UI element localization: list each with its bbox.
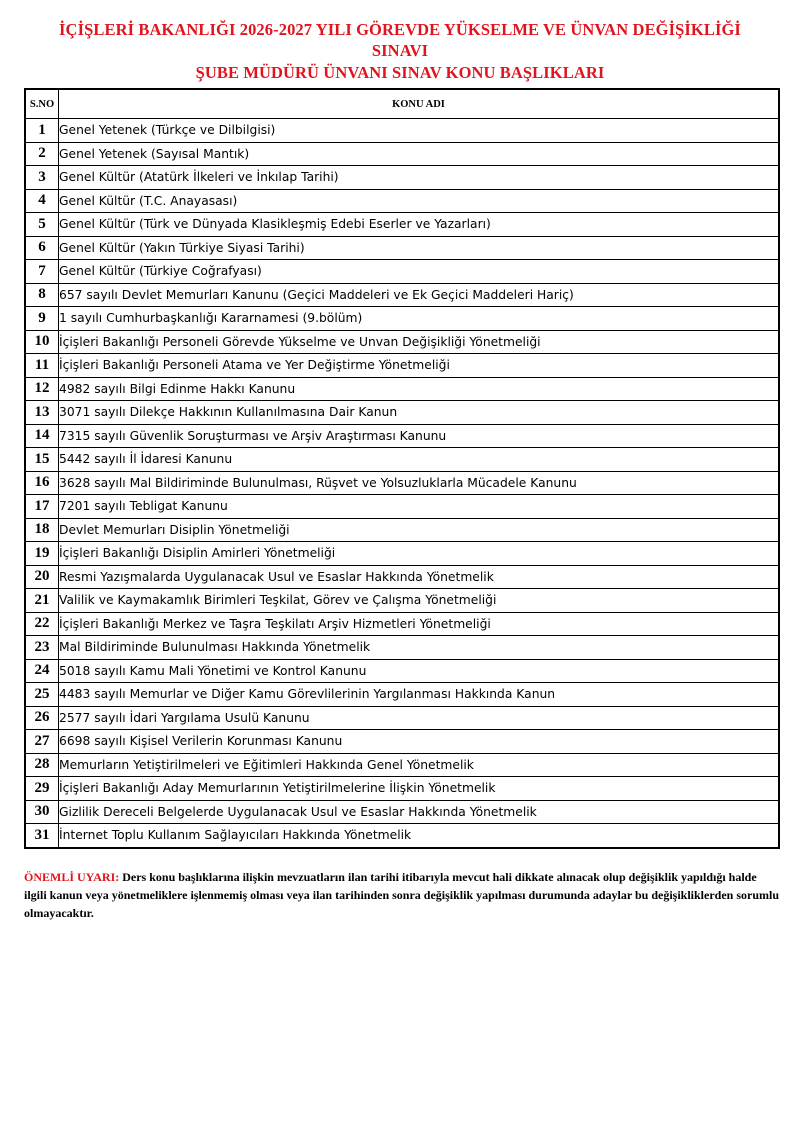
row-number: 17 (25, 495, 59, 519)
topics-table (24, 88, 780, 849)
row-number: 24 (25, 659, 59, 683)
row-number: 25 (25, 683, 59, 707)
row-number: 7 (25, 260, 59, 284)
table-row (25, 448, 779, 472)
table-row (25, 683, 779, 707)
table-row (25, 354, 779, 378)
row-number: 31 (25, 824, 59, 848)
row-number: 3 (25, 166, 59, 190)
topic-name: 5018 sayılı Kamu Mali Yönetimi ve Kontrol Kanunu (59, 659, 780, 683)
row-number: 26 (25, 706, 59, 730)
row-number: 23 (25, 636, 59, 660)
row-number: 6 (25, 236, 59, 260)
column-header-no: S.NO (25, 89, 59, 119)
document-title-line-2: SINAVI (371, 41, 429, 60)
topic-name: 3071 sayılı Dilekçe Hakkının Kullanılmasına Dair Kanun (59, 401, 780, 425)
table-row (25, 636, 779, 660)
table-row (25, 401, 779, 425)
table-row (25, 142, 779, 166)
row-number: 28 (25, 753, 59, 777)
topic-name: İçişleri Bakanlığı Personeli Atama ve Yer Değiştirme Yönetmeliği (59, 354, 780, 378)
row-number: 10 (25, 330, 59, 354)
topic-name: 7201 sayılı Tebligat Kanunu (59, 495, 780, 519)
row-number: 12 (25, 377, 59, 401)
topic-name: Genel Yetenek (Türkçe ve Dilbilgisi) (59, 119, 780, 143)
topic-name: 1 sayılı Cumhurbaşkanlığı Kararnamesi (9.bölüm) (59, 307, 780, 331)
topic-name: 2577 sayılı İdari Yargılama Usulü Kanunu (59, 706, 780, 730)
row-number: 15 (25, 448, 59, 472)
row-number: 2 (25, 142, 59, 166)
table-row (25, 260, 779, 284)
topic-name: Valilik ve Kaymakamlık Birimleri Teşkilat, Görev ve Çalışma Yönetmeliği (59, 589, 780, 613)
topic-name: İçişleri Bakanlığı Merkez ve Taşra Teşkilatı Arşiv Hizmetleri Yönetmeliği (59, 612, 780, 636)
topic-name: 7315 sayılı Güvenlik Soruşturması ve Arşiv Araştırması Kanunu (59, 424, 780, 448)
row-number: 20 (25, 565, 59, 589)
topic-name: 5442 sayılı İl İdaresi Kanunu (59, 448, 780, 472)
topic-name: Genel Kültür (Yakın Türkiye Siyasi Tarihi) (59, 236, 780, 260)
topic-name: İçişleri Bakanlığı Personeli Görevde Yükselme ve Unvan Değişikliği Yönetmeliği (59, 330, 780, 354)
table-row (25, 518, 779, 542)
table-body (25, 119, 779, 848)
table-row (25, 189, 779, 213)
row-number: 14 (25, 424, 59, 448)
table-row (25, 424, 779, 448)
topic-name: Devlet Memurları Disiplin Yönetmeliği (59, 518, 780, 542)
topic-name: 6698 sayılı Kişisel Verilerin Korunması Kanunu (59, 730, 780, 754)
row-number: 1 (25, 119, 59, 143)
topic-name: Genel Kültür (T.C. Anayasası) (59, 189, 780, 213)
row-number: 18 (25, 518, 59, 542)
table-row (25, 307, 779, 331)
topic-name: 3628 sayılı Mal Bildiriminde Bulunulması, Rüşvet ve Yolsuzluklarla Mücadele Kanunu (59, 471, 780, 495)
topic-name: 4483 sayılı Memurlar ve Diğer Kamu Görevlilerinin Yargılanması Hakkında Kanun (59, 683, 780, 707)
topic-name: İçişleri Bakanlığı Disiplin Amirleri Yönetmeliği (59, 542, 780, 566)
row-number: 4 (25, 189, 59, 213)
topic-name: Genel Kültür (Atatürk İlkeleri ve İnkılap Tarihi) (59, 166, 780, 190)
row-number: 22 (25, 612, 59, 636)
table-row (25, 236, 779, 260)
table-row (25, 612, 779, 636)
row-number: 5 (25, 213, 59, 237)
table-row (25, 706, 779, 730)
table-header-row (25, 89, 779, 119)
table-row (25, 377, 779, 401)
topic-name: Resmi Yazışmalarda Uygulanacak Usul ve Esaslar Hakkında Yönetmelik (59, 565, 780, 589)
row-number: 30 (25, 800, 59, 824)
topic-name: Genel Yetenek (Sayısal Mantık) (59, 142, 780, 166)
document-title-line-1: İÇİŞLERİ BAKANLIĞI 2026-2027 YILI GÖREVDE YÜKSELME VE ÜNVAN DEĞİŞİKLİĞİ (59, 20, 741, 39)
table-row (25, 730, 779, 754)
table-row (25, 495, 779, 519)
table-row (25, 542, 779, 566)
row-number: 8 (25, 283, 59, 307)
row-number: 29 (25, 777, 59, 801)
table-row (25, 166, 779, 190)
topic-name: Memurların Yetiştirilmeleri ve Eğitimleri Hakkında Genel Yönetmelik (59, 753, 780, 777)
document-subtitle: ŞUBE MÜDÜRÜ ÜNVANI SINAV KONU BAŞLIKLARI (195, 63, 605, 82)
topic-name: Genel Kültür (Türk ve Dünyada Klasikleşmiş Edebi Eserler ve Yazarları) (59, 213, 780, 237)
table-row (25, 589, 779, 613)
topic-name: İnternet Toplu Kullanım Sağlayıcıları Hakkında Yönetmelik (59, 824, 780, 848)
row-number: 21 (25, 589, 59, 613)
warning-text: Ders konu başlıklarına ilişkin mevzuatların ilan tarihi itibarıyla mevcut hali dikkate alınacak olup değişiklik yapıldığı halde ilgili kanun veya yönetmeliklere işlenmemiş olması veya ilan tarihinden sonra değişiklik yapılması durumunda adaylar bu değişikliklerden sorumlu olmayacaktır. (24, 870, 780, 920)
row-number: 9 (25, 307, 59, 331)
column-header-name: KONU ADI (59, 89, 780, 119)
table-row (25, 800, 779, 824)
table-row (25, 283, 779, 307)
row-number: 19 (25, 542, 59, 566)
row-number: 16 (25, 471, 59, 495)
topic-name: Gizlilik Dereceli Belgelerde Uygulanacak Usul ve Esaslar Hakkında Yönetmelik (59, 800, 780, 824)
table-row (25, 824, 779, 848)
important-warning (24, 868, 780, 922)
table-row (25, 213, 779, 237)
table-row (25, 777, 779, 801)
topic-name: Genel Kültür (Türkiye Coğrafyası) (59, 260, 780, 284)
topic-name: Mal Bildiriminde Bulunulması Hakkında Yönetmelik (59, 636, 780, 660)
topic-name: 4982 sayılı Bilgi Edinme Hakkı Kanunu (59, 377, 780, 401)
table-row (25, 753, 779, 777)
topic-name: 657 sayılı Devlet Memurları Kanunu (Geçici Maddeleri ve Ek Geçici Maddeleri Hariç) (59, 283, 780, 307)
row-number: 13 (25, 401, 59, 425)
warning-label: ÖNEMLİ UYARI: (24, 870, 120, 884)
table-row (25, 659, 779, 683)
topic-name: İçişleri Bakanlığı Aday Memurlarının Yetiştirilmelerine İlişkin Yönetmelik (59, 777, 780, 801)
table-row (25, 565, 779, 589)
row-number: 11 (25, 354, 59, 378)
table-row (25, 471, 779, 495)
table-row (25, 119, 779, 143)
table-row (25, 330, 779, 354)
row-number: 27 (25, 730, 59, 754)
